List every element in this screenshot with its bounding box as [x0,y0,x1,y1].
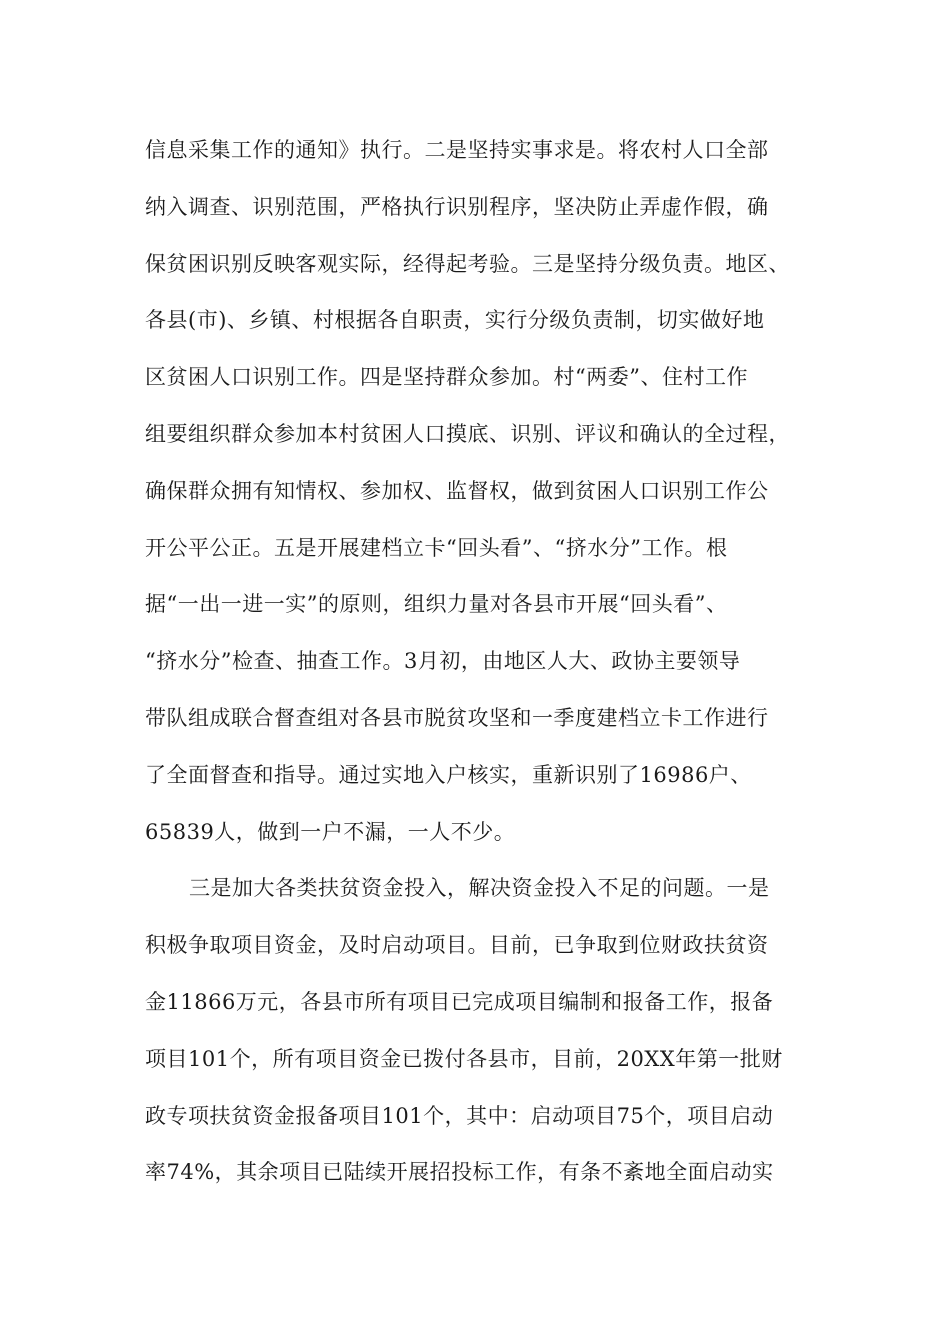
text-line: 率74%，其余项目已陆续开展招投标工作，有条不紊地全面启动实 [145,1160,774,1185]
text-line: 积极争取项目资金，及时启动项目。目前，已争取到位财政扶贫资 [145,933,769,958]
text-line: 开公平公正。五是开展建档立卡“回头看”、“挤水分”工作。根 [145,535,728,560]
text-line: 纳入调查、识别范围，严格执行识别程序，坚决防止弄虚作假，确 [145,194,769,219]
paragraph-first-line: 三是加大各类扶贫资金投入，解决资金投入不足的问题。一是 [189,876,770,901]
text-line: 带队组成联合督查组对各县市脱贫攻坚和一季度建档立卡工作进行 [145,705,769,730]
text-line: 区贫困人口识别工作。四是坚持群众参加。村“两委”、住村工作 [145,365,748,390]
text-line: “挤水分”检查、抽查工作。3月初，由地区人大、政协主要领导 [145,649,741,674]
text-line: 据“一出一进一实”的原则，组织力量对各县市开展“回头看”、 [145,592,728,617]
text-line: 信息采集工作的通知》执行。二是坚持实事求是。将农村人口全部 [145,138,769,162]
text-line: 项目101个，所有项目资金已拨付各县市，目前，20XX年第一批财 [145,1046,783,1071]
text-line: 保贫困识别反映客观实际，经得起考验。三是坚持分级负责。地区、 [145,251,790,276]
text-line: 各县(市)、乡镇、村根据各自职责，实行分级负责制，切实做好地 [145,308,765,333]
text-line: 65839人，做到一户不漏，一人不少。 [145,819,516,844]
text-line: 确保群众拥有知情权、参加权、监督权，做到贫困人口识别工作公 [145,478,769,503]
body-text [145,128,805,1207]
text-line: 了全面督查和指导。通过实地入户核实，重新识别了16986户、 [145,762,752,787]
text-line: 金11866万元，各县市所有项目已完成项目编制和报备工作，报备 [145,989,774,1014]
text-line: 政专项扶贫资金报备项目101个，其中：启动项目75个，项目启动 [145,1103,774,1128]
text-line: 组要组织群众参加本村贫困人口摸底、识别、评议和确认的全过程， [145,421,790,446]
